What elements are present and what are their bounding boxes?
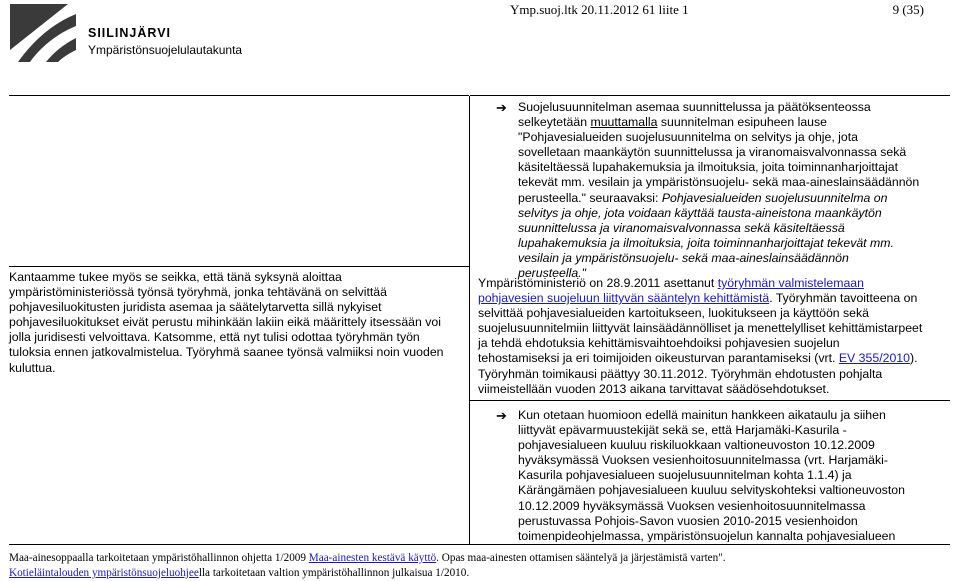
ev-link[interactable]: EV 355/2010 <box>838 351 910 366</box>
maa-ainesten-link[interactable]: Maa-ainesten kestävä käyttö <box>308 552 437 564</box>
document-reference: Ymp.suoj.ltk 20.11.2012 61 liite 1 <box>510 2 689 17</box>
org-name: SIILINJÄRVI <box>88 26 172 40</box>
footnote-2: Kotieläintalouden ympäristönsuojeluohjeella tarkoitetaan valtion ympäristöhallinnon julkaisua 1/2010. <box>9 567 470 579</box>
table-top-rule-left <box>9 95 469 96</box>
kotielaintalous-link[interactable]: Kotieläintalouden ympäristönsuojeluohjee <box>9 567 199 579</box>
arrow-bullet-icon: ➔ <box>496 100 507 115</box>
underlined-word: muuttamalla <box>590 115 658 130</box>
table-top-rule-right <box>470 95 950 96</box>
right-bullet-2: Kun otetaan huomioon edellä mainitun hankkeen aikataulu ja siihen liittyvät epävarmuustekijät sekä se, että Harjamäki-Kasurila -pohjavesialueen kuuluu riskiluokkaan valtioneuvoston 10.12.2009 hyväksymässä Vuoksen vesienhoitosuunnitelmassa (vrt. Harjamäki-Kasurila pohjavesialueen suojelusuunnitelman kohta 1.1.4) ja Kärängämäen pohjavesialueen kuuluu selvityskohteksi valtioneuvoston 10.12.2009 hyväksymässä Vuoksen vesienhoitosuunnitelmassa perustuvassa Pohjois-Savon vuosien 2010-2015 vesienhoidon toimenpideohjelmassa, ympäristönsuojelun kannalta pohjavesialueen <box>518 408 905 542</box>
right-bullet-1: Suojelusuunnitelman asemaa suunnittelussa ja päätöksenteossa selkeytetään muuttamalla suunnitelman esipuheen lause "Pohjavesialueiden suojelusuunnitelma on selvitys ja ohje, jota sovelletaan maankäytön suunnittelussa ja viranomaisvalvonnassa sekä käsiteltäessä lupahakemuksia ja ilmoituksia, joita toiminnanharjoittajat tekevät mm. vesilain ja ympäristönsuojelu- sekä maa-aineslainsäädännön perusteella." seuraavaksi: Pohjavesialueiden suojelusuunnitelma on selvitys ja ohje, jota voidaan käyttää tausta-aineistona maankäytön suunnittelussa ja viranomaisvalvonnassa sekä käsiteltäessä lupahakemuksia ja ilmoituksia, joita toiminnanharjoittajat tekevät mm. vesilain ja ympäristönsuojelu- sekä maa-aineslainsäädännön perusteella." <box>518 100 920 281</box>
org-unit: Ympäristönsuojelulautakunta <box>88 43 243 57</box>
column-divider <box>469 96 470 544</box>
working-group-link[interactable]: työryhmän valmistelemaan pohjavesien suojeluun liittyvän sääntelyn kehittämistä <box>478 276 864 306</box>
left-cell-rule <box>9 266 469 267</box>
footnote-1: Maa-ainesoppaalla tarkoitetaan ympäristöhallinnon ohjetta 1/2009 Maa-ainesten kestävä käyttö. Opas maa-ainesten ottamisen sääntelyä ja järjestämistä varten". <box>9 552 726 564</box>
left-paragraph: Kantaamme tukee myös se seikka, että tänä syksynä aloittaa ympäristöministeriössä työnsä työryhmä, jonka tehtävänä on selvittää pohjavesiluokitusten juridista asemaa ja säätelytarvetta sillä nykyiset pohjavesiluokitukset eivät perustu mihinkään lakiin eikä määrittely itsessään voi jolla juridisesti velvoittava. Katsomme, että nyt tulisi odottaa työryhmän työn tuloksia ennen jatkovalmistelua. Työryhmä saanee työnsä valmiiksi noin vuoden kuluttua. <box>9 270 444 375</box>
right-paragraph-2: Ympäristöministeriö on 28.9.2011 asettanut työryhmän valmistelemaan pohjavesien suojeluun liittyvän sääntelyn kehittämistä. Työryhmän tavoitteena on selvittää pohjavesialueiden kartoitukseen, luokitukseen ja käyttöön sekä suojelusuunnitelmiin liittyvät lainsäädännölliset ja menettelylliset kehittämistarpeet ja tehdä ehdotuksia kehittämisvaihtoehdoiksi pohjavesien suojelun tehostamiseksi ja eri toimijoiden oikeusturvan parantamiseksi (vrt. EV 355/2010). Työryhmän toimikausi päättyy 30.11.2012. Työryhmän ehdotusten pohjalta viimeistellään vuoden 2013 aikana tarvittavat säädösehdotukset. <box>478 276 923 396</box>
page-number: 9 (35) <box>892 2 924 17</box>
table-bottom-rule <box>9 544 950 545</box>
right-cell-rule <box>470 400 950 401</box>
arrow-bullet-icon: ➔ <box>496 408 507 423</box>
municipality-logo <box>8 0 78 66</box>
